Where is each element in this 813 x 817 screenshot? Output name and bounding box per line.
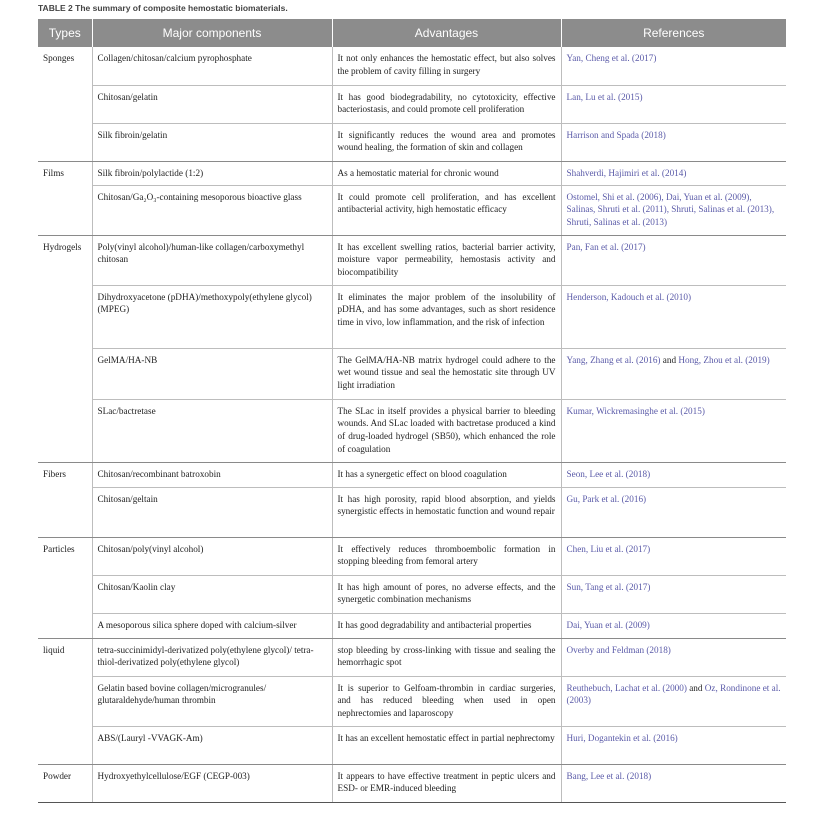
reference-link[interactable]: Hong, Zhou et al. (2019) [678, 354, 770, 365]
advantages-cell: It has a synergetic effect on blood coagulation [332, 462, 561, 487]
references-cell [561, 676, 786, 726]
table-row [38, 764, 786, 802]
table-row [38, 161, 786, 185]
advantages-cell: It effectively reduces thromboembolic formation in stopping bleeding from femoral artery [332, 537, 561, 575]
header-types: Types [38, 19, 92, 47]
components-cell: Hydroxyethylcellulose/EGF (CEGP-003) [92, 764, 332, 802]
type-cell: Sponges [38, 47, 92, 161]
type-cell: Fibers [38, 462, 92, 537]
references-cell [561, 348, 786, 399]
type-cell: Powder [38, 764, 92, 802]
components-cell: Gelatin based bovine collagen/microgranules/ glutaraldehyde/human thrombin [92, 676, 332, 726]
components-cell: ABS/(Lauryl -VVAGK-Am) [92, 726, 332, 764]
table-row [38, 235, 786, 285]
references-cell: Sun, Tang et al. (2017) [561, 575, 786, 613]
components-cell: Chitosan/poly(vinyl alcohol) [92, 537, 332, 575]
components-cell: Collagen/chitosan/calcium pyrophosphate [92, 47, 332, 85]
references-cell: Ostomel, Shi et al. (2006), Dai, Yuan et al. (2009), Salinas, Shruti et al. (2011), Shruti, Salinas et al. (2013), Shruti, Salinas et al. (2013) [561, 185, 786, 235]
advantages-cell: stop bleeding by cross-linking with tissue and sealing the hemorrhagic spot [332, 638, 561, 676]
table-row [38, 676, 786, 726]
advantages-cell: It has good biodegradability, no cytotoxicity, effective bacteriostasis, and could promote cell proliferation [332, 85, 561, 123]
references-cell: Seon, Lee et al. (2018) [561, 462, 786, 487]
type-cell: Hydrogels [38, 235, 92, 462]
table-row [38, 613, 786, 638]
advantages-cell: It has good degradability and antibacterial properties [332, 613, 561, 638]
advantages-cell: The GelMA/HA-NB matrix hydrogel could adhere to the wet wound tissue and seal the hemostatic site through UV light irradiation [332, 348, 561, 399]
reference-link[interactable]: Yang, Zhang et al. (2016) [566, 354, 661, 365]
components-cell: Dihydroxyacetone (pDHA)/methoxypoly(ethylene glycol) (MPEG) [92, 285, 332, 348]
components-cell: Poly(vinyl alcohol)/human-like collagen/carboxymethyl chitosan [92, 235, 332, 285]
references-cell: Dai, Yuan et al. (2009) [561, 613, 786, 638]
header-advantages: Advantages [332, 19, 561, 47]
advantages-cell: It not only enhances the hemostatic effect, but also solves the problem of cavity filling in surgery [332, 47, 561, 85]
advantages-cell: It eliminates the major problem of the insolubility of pDHA, and has some advantages, such as short residence time in vivo, low inflammation, and the risk of infection [332, 285, 561, 348]
type-cell: Particles [38, 537, 92, 638]
advantages-cell: It is superior to Gelfoam-thrombin in cardiac surgeries, and has reduced bleeding when used in open nephrectomies and laparoscopy [332, 676, 561, 726]
table-row [38, 348, 786, 399]
type-cell: liquid [38, 638, 92, 764]
reference-joiner: and [686, 682, 705, 693]
reference-link[interactable]: Reuthebuch, Lachat et al. (2000) [566, 682, 687, 693]
components-cell: SLac/bactretase [92, 399, 332, 462]
header-row [38, 19, 786, 47]
header-major-components: Major components [92, 19, 332, 47]
table-row [38, 575, 786, 613]
table-row [38, 726, 786, 764]
table-caption: TABLE 2 The summary of composite hemostatic biomaterials. [38, 3, 288, 13]
table-row [38, 285, 786, 348]
components-cell: Silk fibroin/gelatin [92, 123, 332, 161]
components-cell: Chitosan/Ga₂O₃-containing mesoporous bioactive glass [92, 185, 332, 235]
table-row [38, 47, 786, 85]
references-cell: Overby and Feldman (2018) [561, 638, 786, 676]
header-references: References [561, 19, 786, 47]
references-cell: Lan, Lu et al. (2015) [561, 85, 786, 123]
table-row [38, 487, 786, 537]
components-cell: Chitosan/recombinant batroxobin [92, 462, 332, 487]
advantages-cell: It has excellent swelling ratios, bacterial barrier activity, moisture vapor permeability, hemostasis activity and biocompatibility [332, 235, 561, 285]
references-cell: Shahverdi, Hajimiri et al. (2014) [561, 161, 786, 185]
type-cell: Films [38, 161, 92, 235]
advantages-cell: The SLac in itself provides a physical barrier to bleeding wounds. And SLac loaded with bactretase produced a kind of drug-loaded hydrogel (SB50), which enhanced the role of coagulation [332, 399, 561, 462]
references-cell: Chen, Liu et al. (2017) [561, 537, 786, 575]
references-cell: Huri, Dogantekin et al. (2016) [561, 726, 786, 764]
advantages-cell: It has an excellent hemostatic effect in partial nephrectomy [332, 726, 561, 764]
table-row [38, 185, 786, 235]
table-row [38, 638, 786, 676]
components-cell: Silk fibroin/polylactide (1:2) [92, 161, 332, 185]
components-cell: Chitosan/Kaolin clay [92, 575, 332, 613]
components-cell: A mesoporous silica sphere doped with calcium-silver [92, 613, 332, 638]
components-cell: tetra-succinimidyl-derivatized poly(ethylene glycol)/ tetra-thiol-derivatized poly(ethylene glycol) [92, 638, 332, 676]
advantages-cell: It has high porosity, rapid blood absorption, and yields synergistic effects in hemostatic function and wound repair [332, 487, 561, 537]
references-cell: Kumar, Wickremasinghe et al. (2015) [561, 399, 786, 462]
table-row [38, 462, 786, 487]
advantages-cell: It could promote cell proliferation, and has excellent antibacterial activity, high hemostatic efficacy [332, 185, 561, 235]
components-cell: GelMA/HA-NB [92, 348, 332, 399]
reference-link[interactable]: Oz, Rondinone et al. (2003) [566, 682, 781, 706]
composite-hemostatic-table [38, 19, 786, 803]
advantages-cell: As a hemostatic material for chronic wound [332, 161, 561, 185]
references-cell: Yan, Cheng et al. (2017) [561, 47, 786, 85]
references-cell: Henderson, Kadouch et al. (2010) [561, 285, 786, 348]
table-row [38, 123, 786, 161]
table-row [38, 85, 786, 123]
table-row [38, 399, 786, 462]
references-cell: Gu, Park et al. (2016) [561, 487, 786, 537]
references-cell: Bang, Lee et al. (2018) [561, 764, 786, 802]
reference-joiner: and [660, 354, 679, 365]
references-cell: Harrison and Spada (2018) [561, 123, 786, 161]
table-row [38, 537, 786, 575]
advantages-cell: It significantly reduces the wound area and promotes wound healing, the formation of skin and collagen [332, 123, 561, 161]
advantages-cell: It appears to have effective treatment in peptic ulcers and ESD- or EMR-induced bleeding [332, 764, 561, 802]
references-cell: Pan, Fan et al. (2017) [561, 235, 786, 285]
advantages-cell: It has high amount of pores, no adverse effects, and the synergetic combination mechanisms [332, 575, 561, 613]
components-cell: Chitosan/gelatin [92, 85, 332, 123]
components-cell: Chitosan/geltain [92, 487, 332, 537]
